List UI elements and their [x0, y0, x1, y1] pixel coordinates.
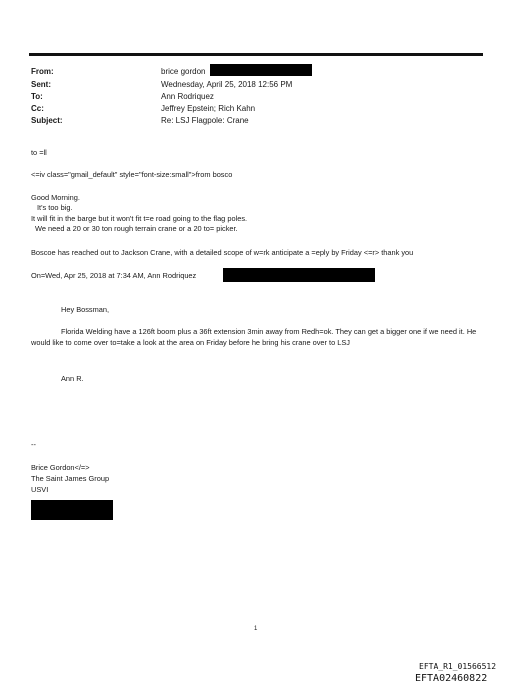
body-too-big: It's too big. — [37, 203, 73, 212]
to-value: Ann Rodriquez — [161, 92, 214, 101]
body-need: We need a 20 or 30 ton rough terrain crane or a 20 to= picker. — [35, 224, 238, 233]
footer-id-2: EFTA02460822 — [415, 673, 488, 684]
body-boscoe: Boscoe has reached out to Jackson Crane, with a detailed scope of w=rk anticipate a =eply by Friday <=r> thank you — [31, 248, 414, 257]
signature-location: USVI — [31, 485, 49, 494]
body-greeting: Good Morning. — [31, 193, 80, 202]
body-hey: Hey Bossman, — [61, 305, 110, 314]
cc-label: Cc: — [31, 104, 44, 113]
body-line-div: <=iv class="gmail_default" style="font-size:small">from bosco — [31, 170, 233, 179]
from-value: brice gordon — [161, 67, 206, 76]
signature-name: Brice Gordon</=> — [31, 463, 90, 472]
redaction-block — [210, 64, 312, 76]
body-line-to: to =ll — [31, 148, 47, 157]
sent-value: Wednesday, April 25, 2018 12:56 PM — [161, 80, 293, 89]
signature-separator: -- — [31, 440, 36, 449]
cc-value: Jeffrey Epstein; Rich Kahn — [161, 104, 256, 113]
body-on-wed: On=Wed, Apr 25, 2018 at 7:34 AM, Ann Rodriquez — [31, 271, 197, 280]
footer-id-1: EFTA_R1_01566512 — [419, 662, 497, 671]
redaction-block — [223, 268, 375, 282]
sent-label: Sent: — [31, 80, 51, 89]
body-florida: Florida Welding have a 126ft boom plus a 36ft extension 3min away from Redh=ok. They can get a bigger one if we need it. He would like to come over to=take a look at the area on Friday before he bring his crane over to LSJ — [31, 327, 477, 347]
page-number: 1 — [254, 626, 258, 632]
header-rule — [29, 53, 483, 56]
body-ann-signature: Ann R. — [61, 374, 84, 383]
subject-value: Re: LSJ Flagpole: Crane — [161, 116, 249, 125]
redaction-block — [31, 500, 113, 520]
to-label: To: — [31, 92, 43, 101]
from-label: From: — [31, 67, 54, 76]
body-barge: It will fit in the barge but it won't fit t=e road going to the flag poles. — [31, 214, 248, 223]
subject-label: Subject: — [31, 116, 63, 125]
signature-company: The Saint James Group — [31, 474, 110, 483]
